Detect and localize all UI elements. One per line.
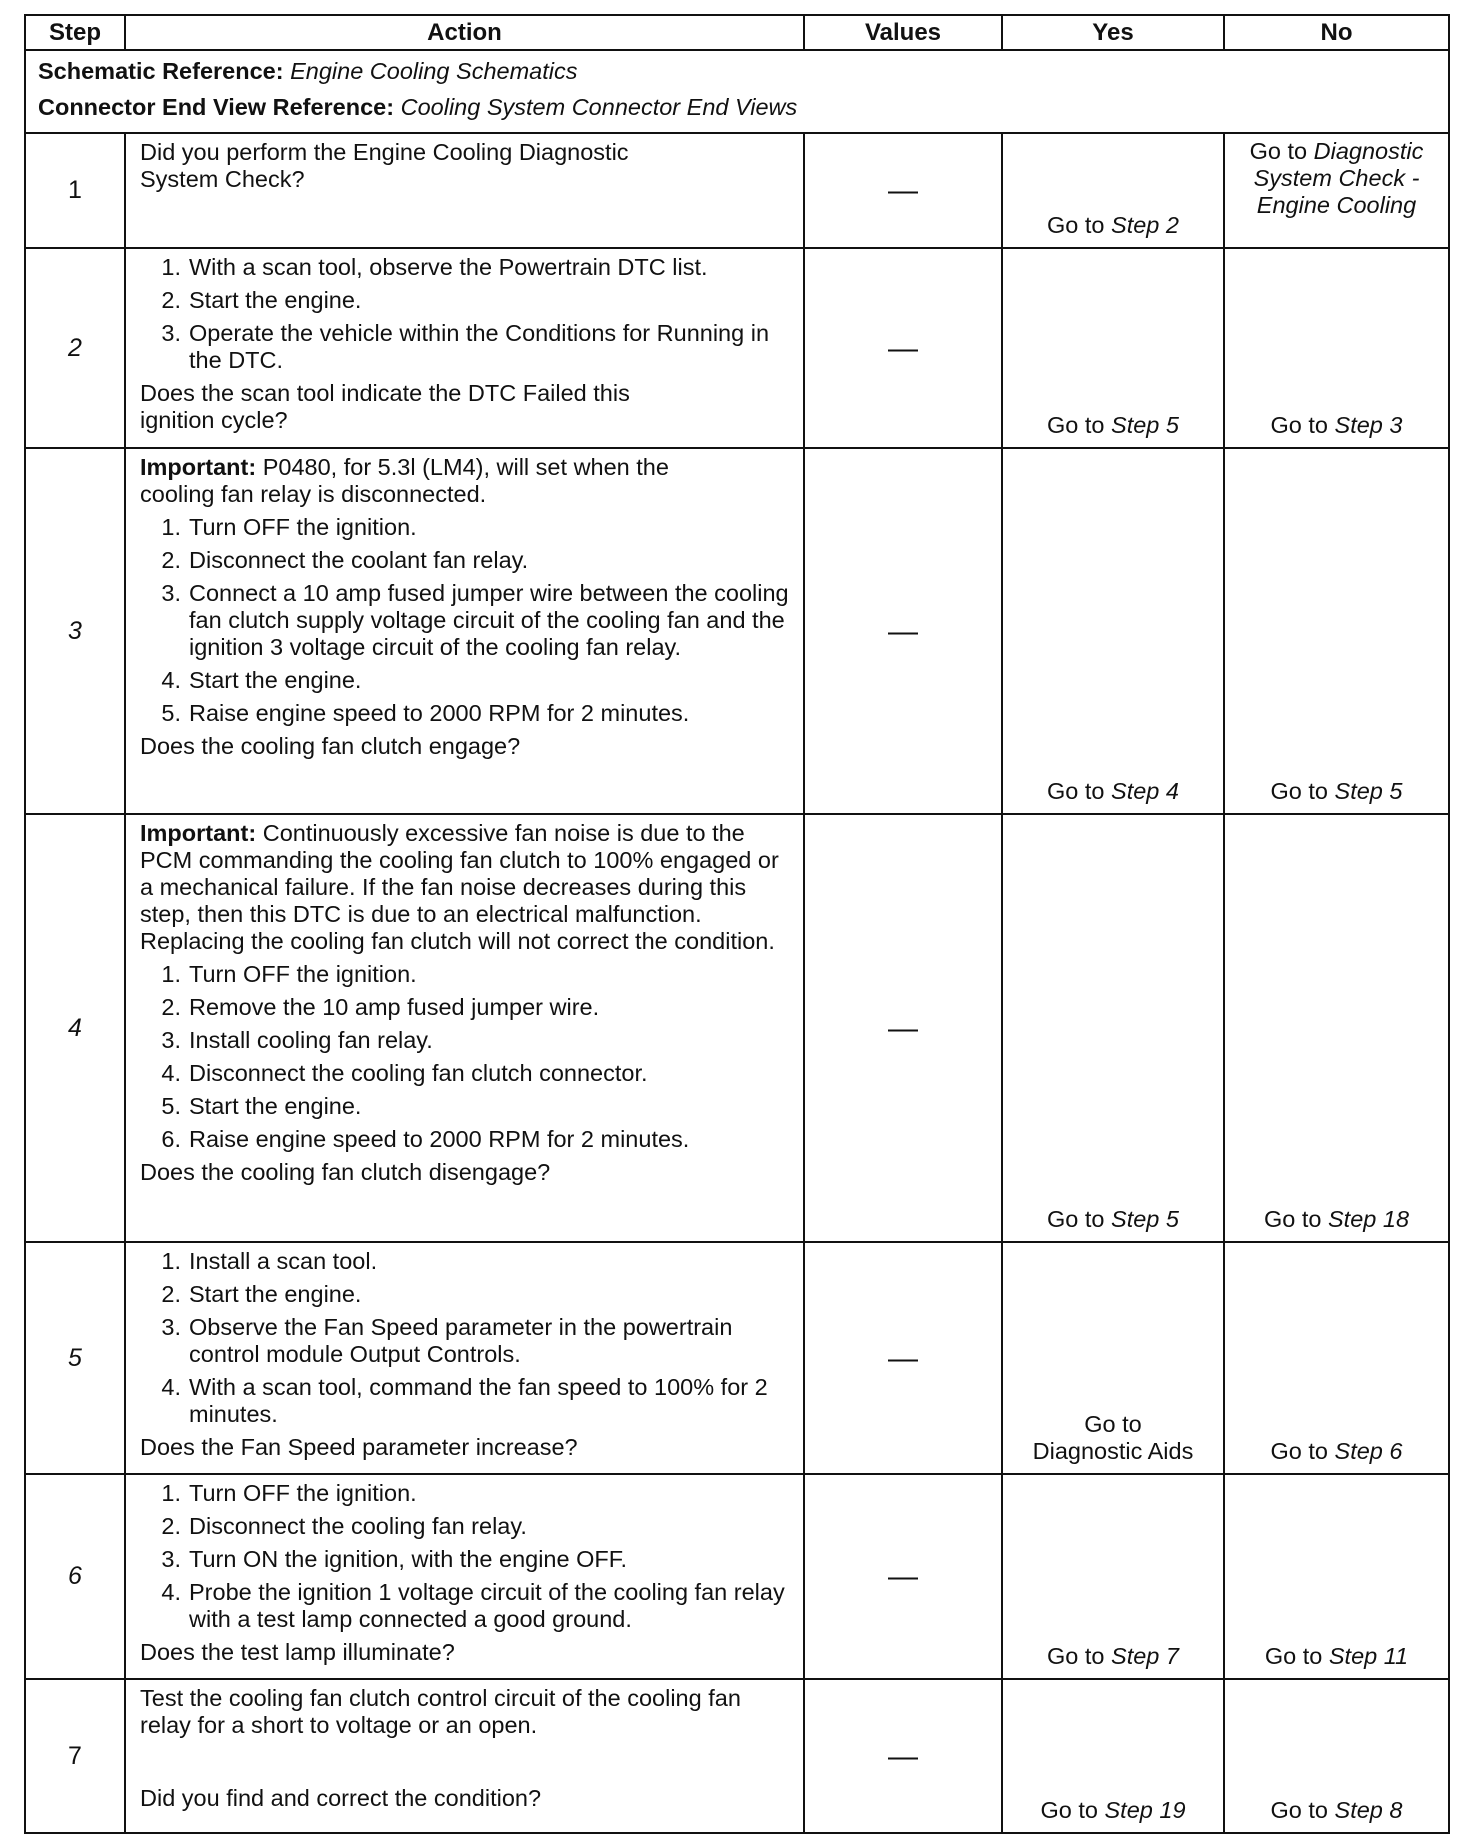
step-no[interactable] [1224,133,1449,248]
step-yes[interactable]: Go to Step 19 [1002,1679,1224,1833]
step-no[interactable]: Go to Step 5 [1224,448,1449,814]
step-row [25,133,1449,248]
step-number: 4 [25,814,125,1242]
list-item: 1. Turn OFF the ignition. [161,1480,417,1506]
step-intro: Test the cooling fan clutch control circuit of the cooling fan relay for a short to voltage or an open. [140,1685,741,1738]
header-no: No [1224,15,1449,50]
no-link[interactable]: Step 18 [1328,1206,1410,1232]
step-row [25,1242,1449,1474]
list-item: 6. Raise engine speed to 2000 RPM for 2 minutes. [161,1126,690,1152]
important-note: Important: Continuously excessive fan noise is due to the PCM commanding the cooling fan clutch to 100% engaged or a mechanical failure. If the fan noise decreases during this step, then this DTC is due to an electrical malfunction. Replacing the cooling fan clutch will not correct the condition. [140,820,779,954]
step-number: 3 [25,448,125,814]
step-yes[interactable] [1002,133,1224,248]
step-number: 1 [25,133,125,248]
step-instruction-list [140,514,793,727]
yes-link[interactable]: Step 19 [1104,1797,1186,1823]
yes-prefix: Go to [1047,212,1112,238]
list-item: 4. With a scan tool, command the fan speed to 100% for 2 minutes. [161,1374,768,1427]
step-number: 7 [25,1679,125,1833]
list-item: 5. Start the engine. [161,1093,362,1119]
step-row [25,1474,1449,1679]
list-item: 2. Disconnect the cooling fan relay. [161,1513,527,1539]
schematic-reference-label: Schematic Reference: [38,58,284,84]
step-action [125,1474,804,1679]
diagnostic-table-page [24,14,1448,1834]
important-note: Important: P0480, for 5.3l (LM4), will set when the cooling fan relay is disconnected. [140,454,669,507]
list-item: 3. Operate the vehicle within the Conditions for Running in the DTC. [161,320,770,373]
step-question: Does the Fan Speed parameter increase? [140,1434,578,1460]
step-question: Does the cooling fan clutch disengage? [140,1159,551,1185]
step-action [125,1242,804,1474]
schematic-reference [38,58,1436,94]
step-yes[interactable]: Go to Diagnostic Aids [1002,1242,1224,1474]
yes-link[interactable]: Step 5 [1111,412,1179,438]
list-item: 1. With a scan tool, observe the Powertrain DTC list. [161,254,708,280]
step-instruction-list [140,1480,793,1633]
no-prefix: Go to [1249,138,1314,164]
step-row [25,248,1449,448]
list-item: 3. Turn ON the ignition, with the engine OFF. [161,1546,628,1572]
header-values: Values [804,15,1002,50]
step-action [125,1679,804,1833]
step-value: — [804,1242,1002,1474]
step-action [125,133,804,248]
step-no[interactable]: Go to Step 8 [1224,1679,1449,1833]
step-no[interactable]: Go to Step 11 [1224,1474,1449,1679]
list-item: 2. Start the engine. [161,1281,362,1307]
step-question: Does the cooling fan clutch engage? [140,733,521,759]
step-yes[interactable]: Go to Step 5 [1002,248,1224,448]
no-link[interactable]: Step 8 [1334,1797,1403,1823]
list-item: 2. Start the engine. [161,287,362,313]
diagnostic-table [24,14,1450,1834]
step-question: Did you find and correct the condition? [140,1785,542,1811]
list-item: 5. Raise engine speed to 2000 RPM for 2 minutes. [161,700,690,726]
header-action: Action [125,15,804,50]
list-item: 1. Turn OFF the ignition. [161,514,417,540]
step-question: Does the scan tool indicate the DTC Failed this ignition cycle? [140,380,630,433]
no-link[interactable]: Step 3 [1334,412,1403,438]
step-intro: Did you perform the Engine Cooling Diagnostic System Check? [140,139,629,192]
step-row [25,448,1449,814]
step-value: — [804,1474,1002,1679]
step-value: — [804,814,1002,1242]
connector-reference-label: Connector End View Reference: [38,94,395,120]
step-action [125,248,804,448]
step-action [125,814,804,1242]
step-value: — [804,248,1002,448]
step-action [125,448,804,814]
yes-link[interactable]: Step 5 [1111,1206,1179,1232]
header-row [25,15,1449,50]
yes-link[interactable]: Diagnostic Aids [1032,1438,1194,1464]
step-yes[interactable]: Go to Step 7 [1002,1474,1224,1679]
list-item: 1. Install a scan tool. [161,1248,378,1274]
step-no[interactable]: Go to Step 6 [1224,1242,1449,1474]
list-item: 4. Probe the ignition 1 voltage circuit of the cooling fan relay with a test lamp connected a good ground. [161,1579,785,1632]
no-link[interactable]: Step 6 [1334,1438,1403,1464]
list-item: 2. Disconnect the coolant fan relay. [161,547,529,573]
list-item: 3. Connect a 10 amp fused jumper wire between the cooling fan clutch supply voltage circuit of the cooling fan and the ignition 3 voltage circuit of the cooling fan relay. [161,580,789,660]
list-item: 4. Start the engine. [161,667,362,693]
step-yes[interactable]: Go to Step 5 [1002,814,1224,1242]
list-item: 3. Observe the Fan Speed parameter in the powertrain control module Output Controls. [161,1314,733,1367]
step-no[interactable]: Go to Step 18 [1224,814,1449,1242]
step-yes[interactable]: Go to Step 4 [1002,448,1224,814]
list-item: 1. Turn OFF the ignition. [161,961,417,987]
schematic-reference-link[interactable]: Engine Cooling Schematics [290,58,578,84]
step-no[interactable]: Go to Step 3 [1224,248,1449,448]
step-value: — [804,133,1002,248]
step-number: 5 [25,1242,125,1474]
no-link[interactable]: Step 11 [1328,1643,1409,1669]
connector-reference-link[interactable]: Cooling System Connector End Views [400,94,798,120]
step-row [25,814,1449,1242]
list-item: 2. Remove the 10 amp fused jumper wire. [161,994,600,1020]
header-yes: Yes [1002,15,1224,50]
step-instruction-list [140,1248,793,1428]
yes-link[interactable]: Step 2 [1111,212,1179,238]
no-link[interactable]: Step 5 [1334,778,1403,804]
step-row [25,1679,1449,1833]
step-value: — [804,1679,1002,1833]
yes-link[interactable]: Step 7 [1111,1643,1179,1669]
yes-link[interactable]: Step 4 [1111,778,1179,804]
step-number: 2 [25,248,125,448]
list-item: 4. Disconnect the cooling fan clutch connector. [161,1060,648,1086]
step-instruction-list [140,961,793,1153]
step-number: 6 [25,1474,125,1679]
step-question: Does the test lamp illuminate? [140,1639,455,1665]
header-step: Step [25,15,125,50]
reference-row [25,50,1449,133]
list-item: 3. Install cooling fan relay. [161,1027,433,1053]
step-instruction-list [140,254,793,374]
step-value: — [804,448,1002,814]
no-link[interactable]: Diagnostic System Check - Engine Cooling [1253,138,1424,218]
connector-reference [38,94,1436,130]
